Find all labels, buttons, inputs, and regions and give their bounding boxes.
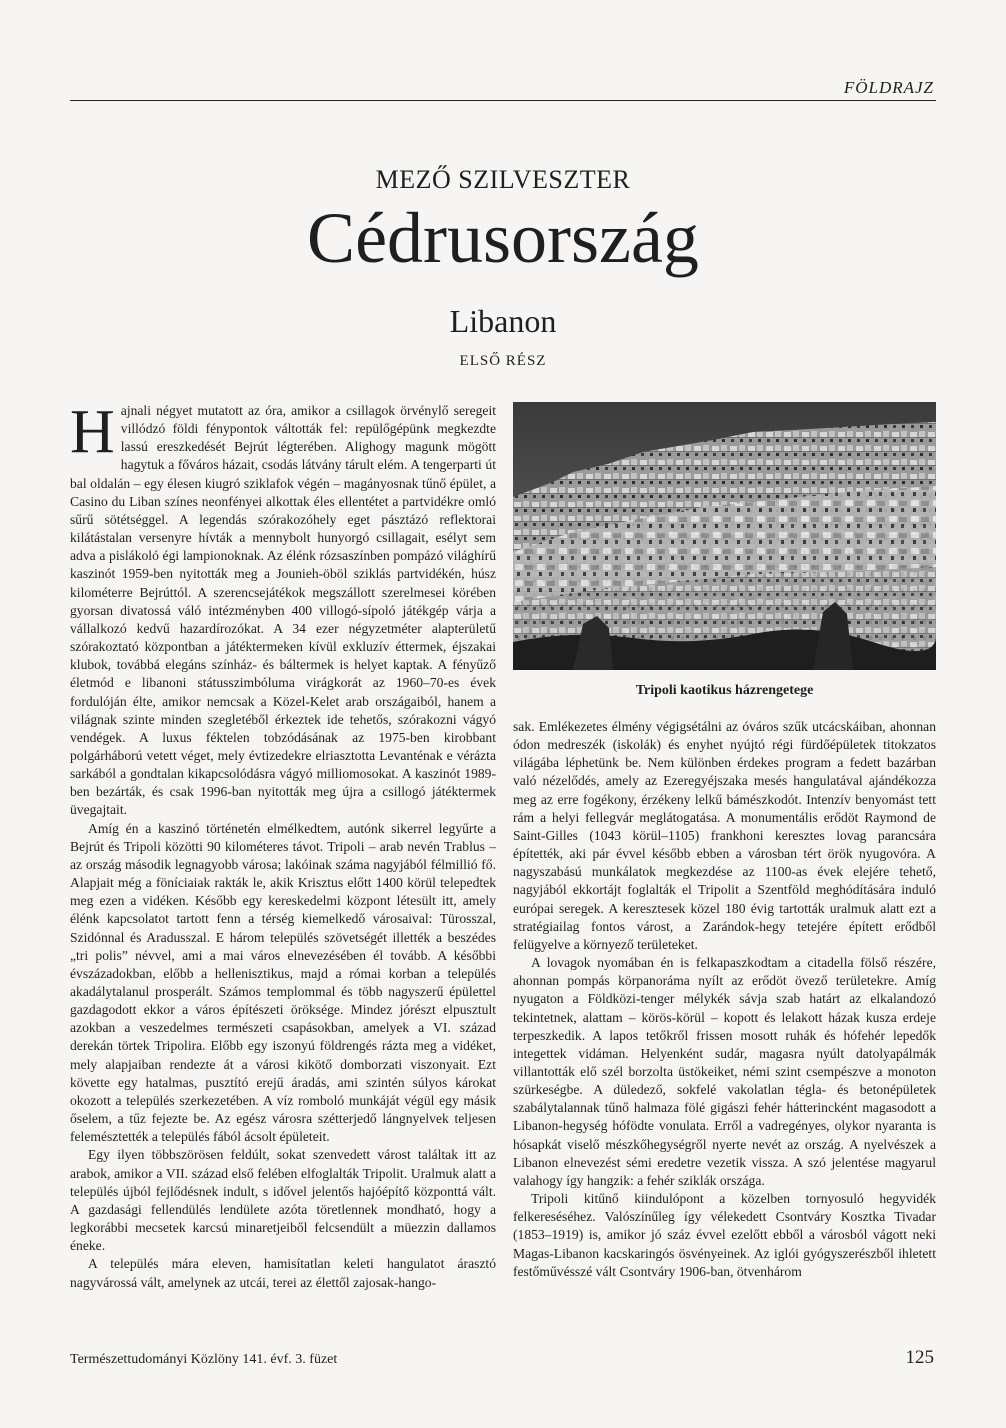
paragraph-text: ajnali négyet mutatott az óra, amikor a csillagok örvénylő seregeit villódzó földi fénypontok váltották fel: repülőgépünk megkezdte lassú ereszkedését Bejrút légterében. Alighogy magunk mögött hagytuk a főváros házait, csodás látvány tárult elém. A tengerparti út bal oldalán – egy élesen kiugró sziklafok végén – magányosnak tűnő épület, a Casino du Liban színes neonfényei alkottak éles ellentétet a partvidékre omló sűrű sötétséggel. A legendás szórakozóhely eget pásztázó reflektorai kilátástalan versenyre hívták a mennybolt hunyorgó csillagait, esélyt sem adva a pislákoló égi lampionoknak. Az élénk rózsaszínben pompázó világhírű kaszinót 1959-ben nyitották meg a Jounieh-öböl sziklás partvidékén, húsz kilométerre Bejrúttól. A szerencsejátékok megszállott szerelmesei körében gyorsan divatossá váló intézményben 400 villogó-sípoló játékgép várja a vállalkozó kedvű hazardírozókat. A 34 ezer négyzetméter alapterületű szórakoztató központban a játéktermeken kívül exkluzív éttermek, éjszakai klubok, továbbá elegáns színház- és báltermek is helyet kaptak. A fényűző életmód e libanoni státusszimbóluma virágkorát az 1960–70-es évek fordulóján élte, amikor nemcsak a Közel-Kelet arab országaiból, hanem a világnak szinte minden szegletéből érkeztek ide tehetős, szórakozni vágyó vendégek. A luxus féktelen tobzódásának az 1975-ben kirobbant polgárháború vetett véget, mely évtizedekre elriasztotta Levanténak e vérázta sarkából a gondtalan kikapcsolódásra vágyó milliomosokat. A kaszinót 1989-ben bezárták, és csak 1996-ban nyitották meg újra a csillogó játéktermek üvegajtait. bbox=[70, 403, 496, 818]
page-number: 125 bbox=[905, 1347, 934, 1368]
journal-footer: Természettudományi Közlöny 141. évf. 3. füzet bbox=[70, 1352, 338, 1367]
article-part: ELSŐ RÉSZ bbox=[459, 353, 547, 369]
left-column bbox=[70, 398, 496, 1292]
paragraph: sak. Emlékezetes élmény végigsétálni az óváros szűk utcácskáiban, ahonnan ódon medreszék (iskolák) és enyhet nyújtó régi fürdőépületek titokzatos világába léphetünk be. Nem különben érdekes program a fedett bazárban való nézelődés, amely az Ezeregyéjszaka mesés hangulatával ajándékozza meg az erre fogékony, érzékeny lelkű bámészkodót. Intenzív benyomást tett rám a helyi fellegvár meglátogatása. A monumentális erődöt Raymond de Saint-Gilles (1043 körül–1105) frankhoni keresztes lovag parancsára építették, aki pár évvel később ebben a városban tért örök nyugovóra. A nagyszabású munkálatok megkezdése az 1100-as évek elejére tehető, nagyjából ekkortájt foglalták el Tripolit a Szentföld meghódítására induló európai seregek. A keresztesek közel 180 évig tartották uralmuk alatt ezt a stratégiailag fontos várost, a Zarándok-hegy tetejére épített erődből felügyelve a környező területeket. bbox=[513, 719, 936, 952]
photo-caption: Tripoli kaotikus házrengetege bbox=[635, 683, 814, 698]
article-author: MEZŐ SZILVESZTER bbox=[375, 165, 631, 194]
article-title: Cédrusország bbox=[307, 198, 699, 278]
city-photo bbox=[513, 402, 936, 670]
drop-cap: H bbox=[70, 398, 115, 466]
header-rule bbox=[70, 100, 936, 101]
paragraph: Amíg én a kaszinó történetén elmélkedtem, autónk sikerrel legyűrte a Bejrút és Tripoli közötti 90 kilométeres távot. Tripoli – arab nevén Trablus – az ország második legnagyobb városa; lakóinak száma nagyjából félmillió fő. Alapjait még a föníciaiak rakták le, akik Krisztus előtt 1400 körül telepedtek meg ezen a vidéken. Később egy kereskedelmi központ létesült itt, amely élénk kapcsolatot tartott fenn a térség kiemelkedő városaival: Türosszal, Szidónnal és Aradusszal. E három település szövetségét illették a beszédes „tri polis” névvel, ami a mai város elnevezésében él tovább. A későbbi évszázadokban, előbb a hellenisztikus, majd a római korban a település akadálytalanul prosperált. Számos templommal és több nagyszerű épülettel gazdagodott ekkor a város építészeti öröksége. Mindez jórészt elpusztult azokban a veszedelmes természeti csapásokban, amelyek a VI. század derekán törtek Tripolira. Előbb egy iszonyú földrengés rázta meg a vidéket, mely alapjaiban rendezte át a városi kikötő domborzati viszonyait. Ezt követte egy hatalmas, pusztító erejű áradás, ami szintén súlyos károkat okozott a település szerkezetében. A víz romboló munkáját végül egy másik őselem, a tűz fejezte be. Az egész városra szétterjedő lángnyelvek teljesen felemésztették a település fából ácsolt épületeit. bbox=[70, 820, 496, 1145]
paragraph: A település mára eleven, hamisítatlan keleti hangulatot árasztó nagyvárossá vált, amelynek az utcái, terei az élettől zajosak-hango- bbox=[70, 1256, 496, 1290]
paragraph: Tripoli kitűnő kiindulópont a közelben tornyosuló hegyvidék felkereséséhez. Valószínűleg így vélekedett Csontváry Kosztka Tivadar (1853–1919) is, amikor jó száz évvel ezelőtt ebből a városból vágott neki Magas-Libanon kacskaringós ösvényeinek. Az iglói gyógyszerészből ihletett festőművésszé vált Csontváry 1906-ban, ötvenhárom bbox=[513, 1191, 936, 1279]
paragraph: A lovagok nyomában én is felkapaszkodtam a citadella fölső részére, ahonnan pompás körpanoráma nyílt az erődöt övező területekre. Amíg nyugaton a Földközi-tenger mélykék sávja szab határt az elkalandozó tekintetnek, alattam – körös-körül – kopott és lelakott házak kusza erdeje terpeszkedik. A lapos tetőkről frissen mosott ruhák és hófehér lepedők integettek vidáman. Helyenként sudár, magasra nyúlt datolyapálmák villantották elő szél borzolta üstökeiket, némi szint csempészve a monoton szürkeségbe. A düledező, sokfelé vakolatlan tégla- és betonépületek szabálytalannak tűnő halmaza fölé gigászi fehér hátterincként magasodott a Libanon-hegység hófödte vonulata. Erről a vadregényes, olykor nyaranta is hósapkát viselő mészkőhegységről nyerte nevét az ország. A nyelvészek a Libanon elnevezést sémi eredetre vezetik vissza. A szó jelentése magyarul valahogy így hangzik: a fehér sziklák országa. bbox=[513, 955, 936, 1188]
paragraph: Egy ilyen többszörösen feldúlt, sokat szenvedett várost találtak itt az arabok, amikor a VII. század első felében elfoglalták Tripolit. Uralmuk alatt a település újból fejlődésnek indult, s idővel jelentős hajóépítő központtá vált. A gazdasági fellendülés lendülete azóta töretlennek mondható, hogy a legkorábbi mecsetek karcsú minaretjeiből felcsendült a müezzin dallamos éneke. bbox=[70, 1147, 496, 1254]
right-column bbox=[513, 718, 936, 1281]
paragraph bbox=[70, 398, 496, 820]
article-subtitle: Libanon bbox=[449, 303, 557, 339]
section-label: FÖLDRAJZ bbox=[843, 78, 934, 97]
